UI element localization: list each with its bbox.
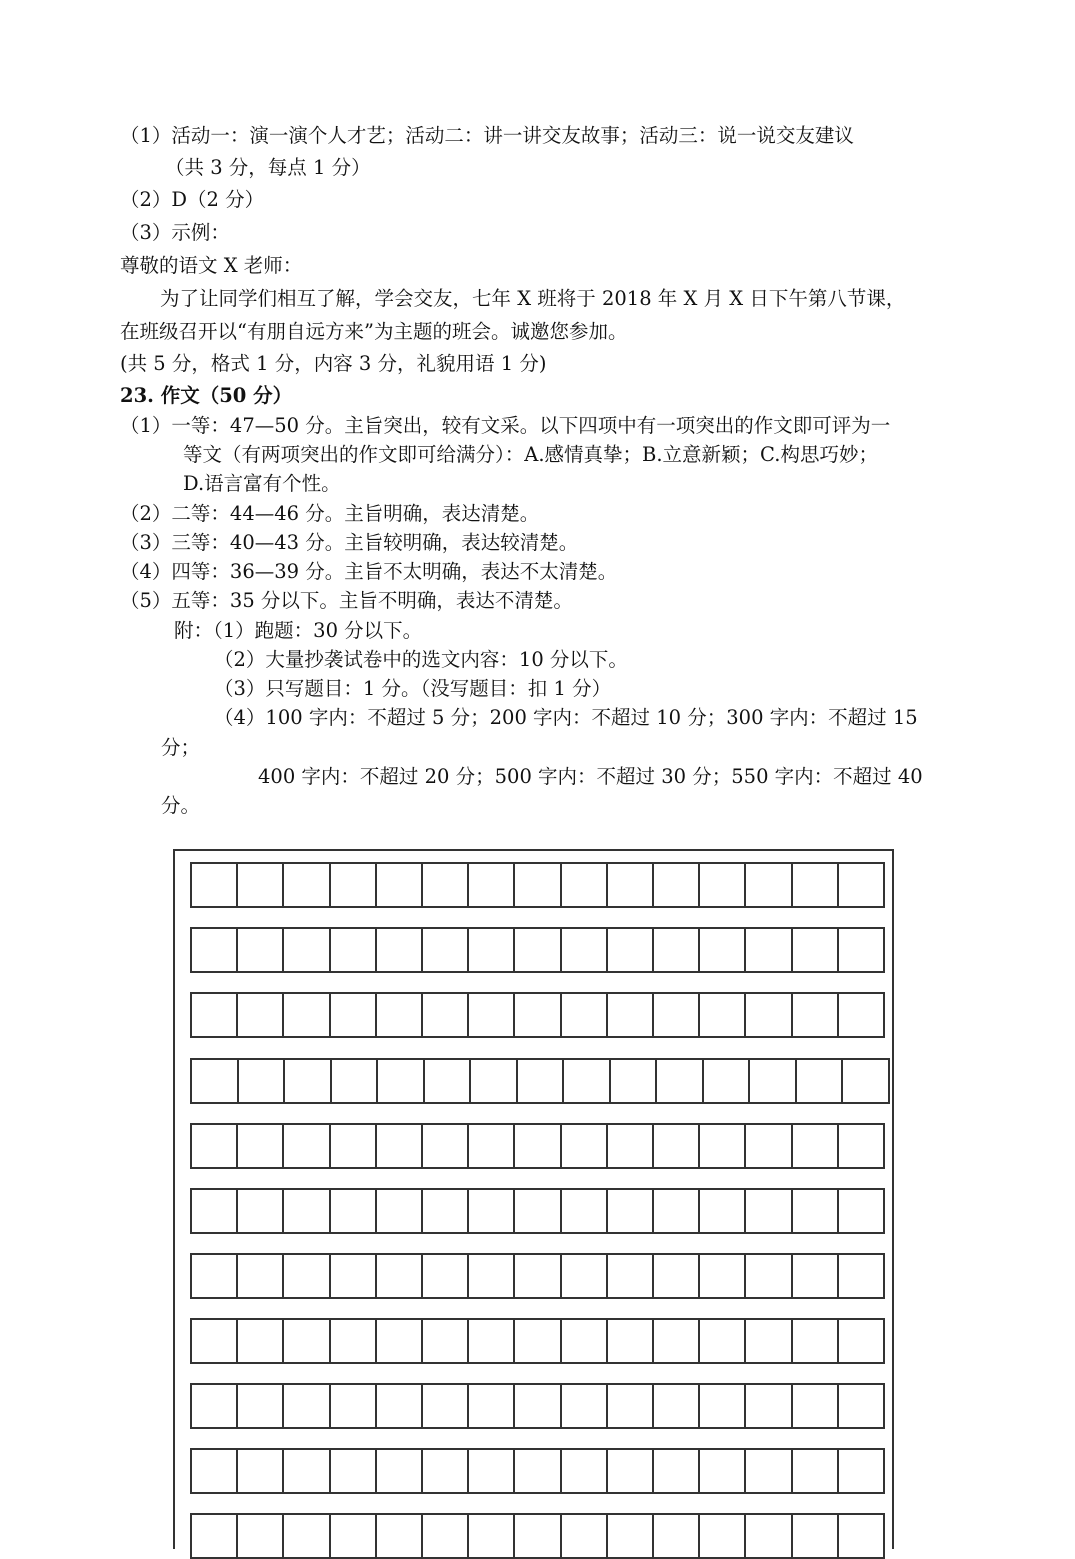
grid-cell — [192, 1255, 238, 1297]
grid-cell — [839, 994, 883, 1036]
grid-cell — [423, 994, 469, 1036]
grid-row — [190, 927, 885, 973]
grid-cell — [793, 1450, 839, 1492]
grid-cell — [654, 1190, 700, 1232]
grid-cell — [284, 1515, 330, 1557]
composition-grid — [173, 849, 894, 1549]
grid-cell — [746, 1125, 792, 1167]
grid-cell — [377, 994, 423, 1036]
grid-cell — [192, 864, 238, 906]
grid-cell — [746, 1385, 792, 1427]
grid-cell — [378, 1060, 425, 1102]
grid-cell — [284, 1385, 330, 1427]
text-line: D.语言富有个性。 — [183, 472, 341, 495]
grid-cell — [284, 864, 330, 906]
grid-cell — [331, 1190, 377, 1232]
grid-row — [190, 1318, 885, 1364]
grid-cell — [654, 1385, 700, 1427]
text-line: 400 字内：不超过 20 分；500 字内：不超过 30 分；550 字内：不超过 40 — [258, 765, 923, 788]
grid-cell — [238, 1320, 284, 1362]
grid-cell — [700, 1450, 746, 1492]
text-line: （2）D（2 分） — [120, 188, 265, 211]
grid-cell — [654, 1320, 700, 1362]
grid-cell — [839, 864, 883, 906]
grid-cell — [238, 929, 284, 971]
grid-cell — [469, 1385, 515, 1427]
grid-cell — [331, 1125, 377, 1167]
grid-cell — [654, 1125, 700, 1167]
grid-cell — [238, 864, 284, 906]
grid-cell — [377, 1385, 423, 1427]
grid-cell — [515, 1125, 561, 1167]
text-line: 等文（有两项突出的作文即可给满分）：A.感情真挚；B.立意新颖；C.构思巧妙； — [183, 443, 878, 466]
text-line: （共 3 分，每点 1 分） — [165, 156, 371, 179]
grid-cell — [377, 1515, 423, 1557]
grid-cell — [839, 1125, 883, 1167]
grid-cell — [331, 864, 377, 906]
text-line: 附：（1）跑题：30 分以下。 — [174, 619, 423, 642]
grid-cell — [423, 1515, 469, 1557]
grid-cell — [515, 1450, 561, 1492]
grid-row — [190, 1513, 885, 1559]
grid-cell — [469, 1320, 515, 1362]
grid-cell — [515, 929, 561, 971]
grid-row — [190, 1253, 885, 1299]
text-line: （4）100 字内：不超过 5 分；200 字内：不超过 10 分；300 字内：不超过 15 — [214, 706, 918, 729]
grid-cell — [331, 1320, 377, 1362]
grid-cell — [797, 1060, 844, 1102]
grid-cell — [654, 864, 700, 906]
text-line: （5）五等：35 分以下。主旨不明确，表达不清楚。 — [120, 589, 573, 612]
grid-cell — [469, 1450, 515, 1492]
grid-cell — [793, 1385, 839, 1427]
grid-cell — [331, 929, 377, 971]
grid-cell — [700, 929, 746, 971]
grid-cell — [746, 994, 792, 1036]
grid-cell — [284, 929, 330, 971]
grid-cell — [423, 1125, 469, 1167]
grid-cell — [377, 1320, 423, 1362]
grid-cell — [423, 864, 469, 906]
grid-row — [190, 1448, 885, 1494]
grid-cell — [469, 1125, 515, 1167]
grid-cell — [425, 1060, 472, 1102]
text-line: （1）活动一：演一演个人才艺；活动二：讲一讲交友故事；活动三：说一说交友建议 — [120, 124, 854, 147]
grid-cell — [654, 1450, 700, 1492]
grid-cell — [331, 994, 377, 1036]
grid-cell — [192, 1515, 238, 1557]
grid-cell — [793, 1255, 839, 1297]
grid-cell — [192, 929, 238, 971]
grid-cell — [284, 1320, 330, 1362]
grid-cell — [284, 994, 330, 1036]
grid-cell — [284, 1450, 330, 1492]
grid-cell — [469, 929, 515, 971]
grid-cell — [793, 929, 839, 971]
grid-cell — [654, 1255, 700, 1297]
grid-cell — [839, 1255, 883, 1297]
grid-cell — [700, 1190, 746, 1232]
grid-cell — [704, 1060, 751, 1102]
grid-cell — [515, 1385, 561, 1427]
text-line: （3）示例： — [120, 221, 230, 244]
grid-cell — [562, 1385, 608, 1427]
grid-cell — [839, 1515, 883, 1557]
grid-cell — [654, 994, 700, 1036]
grid-cell — [469, 864, 515, 906]
grid-cell — [793, 1515, 839, 1557]
grid-cell — [331, 1515, 377, 1557]
grid-cell — [515, 1515, 561, 1557]
grid-cell — [657, 1060, 704, 1102]
grid-cell — [238, 1190, 284, 1232]
text-line: 分； — [161, 736, 201, 759]
grid-cell — [608, 1320, 654, 1362]
grid-cell — [746, 1190, 792, 1232]
grid-cell — [700, 1320, 746, 1362]
grid-cell — [608, 1255, 654, 1297]
grid-cell — [192, 1125, 238, 1167]
text-line: 为了让同学们相互了解，学会交友，七年 X 班将于 2018 年 X 月 X 日下午第八节课， — [160, 287, 906, 310]
grid-cell — [562, 1320, 608, 1362]
grid-cell — [608, 1190, 654, 1232]
grid-cell — [746, 1515, 792, 1557]
grid-cell — [192, 994, 238, 1036]
grid-cell — [469, 1515, 515, 1557]
text-line: 尊敬的语文 X 老师： — [120, 254, 303, 277]
grid-cell — [562, 1190, 608, 1232]
grid-cell — [515, 864, 561, 906]
grid-cell — [332, 1060, 379, 1102]
grid-cell — [423, 1320, 469, 1362]
grid-cell — [746, 1320, 792, 1362]
text-line: (共 5 分，格式 1 分，内容 3 分，礼貌用语 1 分) — [120, 352, 547, 375]
grid-cell — [562, 929, 608, 971]
grid-cell — [654, 1515, 700, 1557]
grid-cell — [608, 864, 654, 906]
grid-cell — [239, 1060, 286, 1102]
grid-cell — [284, 1190, 330, 1232]
grid-cell — [562, 1450, 608, 1492]
grid-cell — [377, 864, 423, 906]
grid-cell — [515, 994, 561, 1036]
grid-cell — [746, 1255, 792, 1297]
grid-cell — [611, 1060, 658, 1102]
grid-cell — [238, 1450, 284, 1492]
grid-cell — [471, 1060, 518, 1102]
text-line: （2）大量抄袭试卷中的选文内容：10 分以下。 — [214, 648, 628, 671]
grid-cell — [700, 864, 746, 906]
grid-cell — [423, 1255, 469, 1297]
grid-cell — [284, 1125, 330, 1167]
grid-cell — [377, 1190, 423, 1232]
grid-cell — [750, 1060, 797, 1102]
grid-cell — [608, 994, 654, 1036]
text-line: （2）二等：44—46 分。主旨明确，表达清楚。 — [120, 502, 540, 525]
grid-row — [190, 1123, 885, 1169]
grid-row — [190, 1383, 885, 1429]
grid-cell — [700, 994, 746, 1036]
text-line: （3）只写题目：1 分。（没写题目：扣 1 分） — [214, 677, 612, 700]
grid-cell — [562, 864, 608, 906]
grid-cell — [700, 1385, 746, 1427]
grid-cell — [469, 1190, 515, 1232]
text-line: 在班级召开以“有朋自远方来”为主题的班会。诚邀您参加。 — [120, 320, 628, 343]
grid-cell — [608, 1385, 654, 1427]
grid-cell — [331, 1450, 377, 1492]
grid-row — [190, 862, 885, 908]
grid-cell — [562, 1515, 608, 1557]
grid-cell — [192, 1190, 238, 1232]
grid-cell — [377, 1255, 423, 1297]
grid-cell — [192, 1320, 238, 1362]
grid-cell — [793, 1320, 839, 1362]
grid-cell — [423, 1190, 469, 1232]
grid-cell — [746, 864, 792, 906]
grid-cell — [284, 1255, 330, 1297]
text-line: 23. 作文（50 分） — [120, 384, 293, 407]
text-line: 分。 — [161, 794, 201, 817]
grid-cell — [515, 1190, 561, 1232]
grid-cell — [608, 929, 654, 971]
grid-cell — [839, 1450, 883, 1492]
grid-cell — [377, 929, 423, 971]
grid-cell — [238, 1385, 284, 1427]
grid-cell — [562, 994, 608, 1036]
grid-cell — [839, 1385, 883, 1427]
grid-row — [190, 992, 885, 1038]
grid-cell — [238, 1125, 284, 1167]
grid-cell — [839, 929, 883, 971]
grid-cell — [793, 864, 839, 906]
grid-cell — [469, 994, 515, 1036]
grid-row — [190, 1058, 890, 1104]
grid-cell — [700, 1125, 746, 1167]
grid-cell — [608, 1515, 654, 1557]
grid-cell — [700, 1515, 746, 1557]
grid-cell — [843, 1060, 888, 1102]
grid-cell — [839, 1320, 883, 1362]
grid-cell — [746, 929, 792, 971]
grid-cell — [515, 1320, 561, 1362]
grid-row — [190, 1188, 885, 1234]
grid-cell — [238, 1515, 284, 1557]
text-line: （4）四等：36—39 分。主旨不太明确，表达不太清楚。 — [120, 560, 618, 583]
grid-cell — [608, 1125, 654, 1167]
grid-cell — [192, 1385, 238, 1427]
grid-cell — [238, 1255, 284, 1297]
grid-cell — [192, 1060, 239, 1102]
grid-cell — [562, 1255, 608, 1297]
text-line: （3）三等：40—43 分。主旨较明确，表达较清楚。 — [120, 531, 579, 554]
grid-cell — [331, 1385, 377, 1427]
grid-cell — [238, 994, 284, 1036]
grid-cell — [793, 994, 839, 1036]
grid-cell — [654, 929, 700, 971]
grid-cell — [377, 1125, 423, 1167]
grid-cell — [839, 1190, 883, 1232]
grid-cell — [469, 1255, 515, 1297]
grid-cell — [377, 1450, 423, 1492]
grid-cell — [564, 1060, 611, 1102]
grid-cell — [515, 1255, 561, 1297]
grid-cell — [285, 1060, 332, 1102]
grid-cell — [562, 1125, 608, 1167]
text-line: （1）一等：47—50 分。主旨突出，较有文采。以下四项中有一项突出的作文即可评为一 — [120, 414, 891, 437]
grid-cell — [331, 1255, 377, 1297]
grid-cell — [192, 1450, 238, 1492]
grid-cell — [793, 1190, 839, 1232]
grid-cell — [608, 1450, 654, 1492]
grid-cell — [746, 1450, 792, 1492]
grid-cell — [793, 1125, 839, 1167]
grid-cell — [423, 929, 469, 971]
grid-cell — [423, 1385, 469, 1427]
grid-cell — [518, 1060, 565, 1102]
grid-cell — [423, 1450, 469, 1492]
grid-cell — [700, 1255, 746, 1297]
